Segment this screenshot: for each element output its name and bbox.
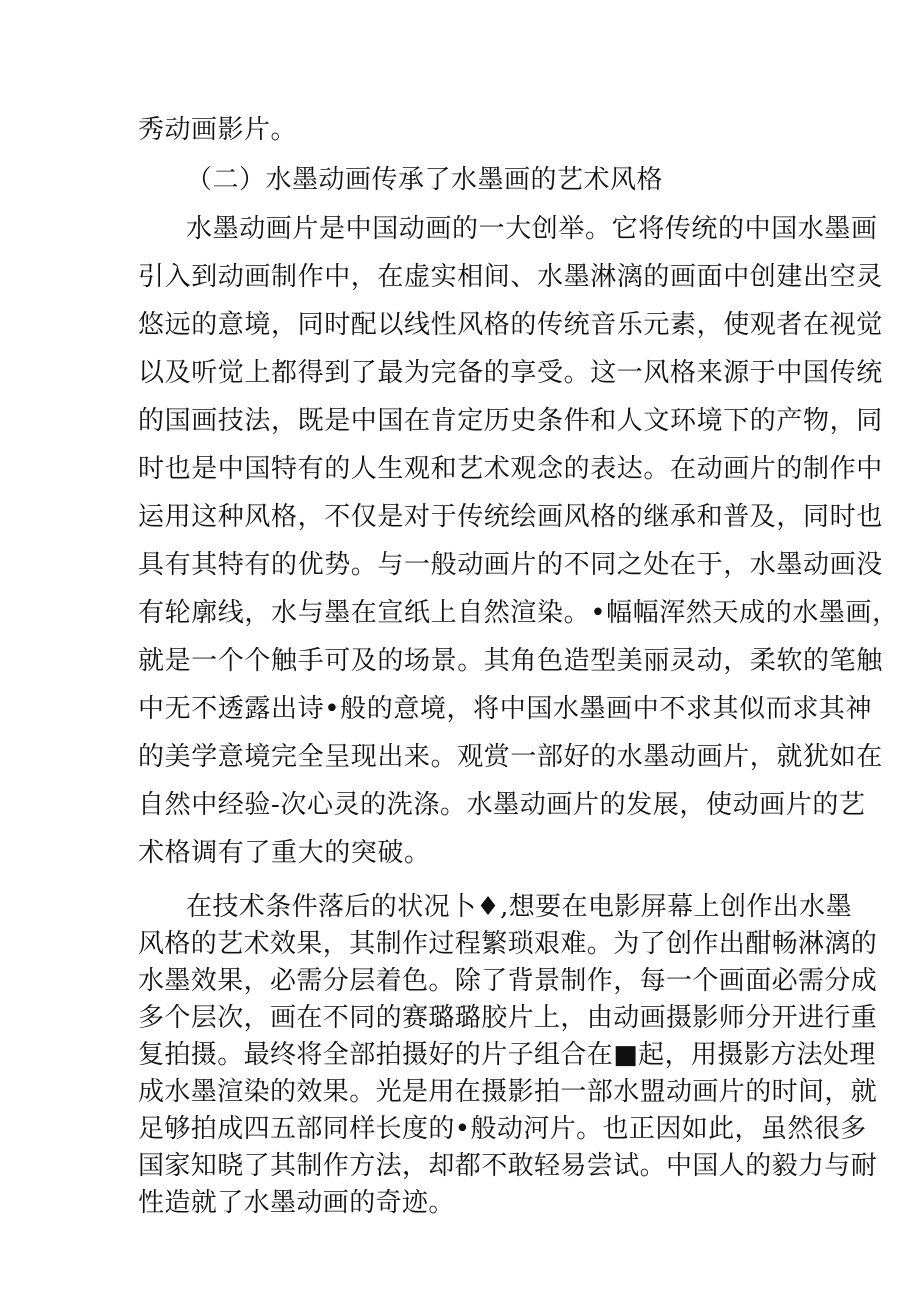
paragraph-line: 成水墨渲染的效果。光是用在摄影拍一部水盟动画片的时间，就 — [138, 1077, 878, 1107]
paragraph-line: 的国画技法，既是中国在肯定历史条件和人文环境下的产物，同 — [138, 406, 883, 436]
paragraph-line: 性造就了水墨动画的奇迹。 — [138, 1188, 455, 1218]
paragraph-line: 具有其特有的优势。与一般动画片的不同之处在于，水墨动画没 — [138, 550, 883, 580]
paragraph-line: 有轮廓线，水与墨在宣纸上自然渲染。•幅幅浑然天成的水墨画， — [138, 598, 899, 628]
paragraph-line: 中无不透露出诗•般的意境，将中国水墨画中不求其似而求其神 — [138, 694, 873, 724]
paragraph-line: 就是一个个触手可及的场景。其角色造型美丽灵动，柔软的笔触 — [138, 646, 883, 676]
paragraph-line: 多个层次，画在不同的赛璐璐胶片上，由动画摄影师分开进行重 — [138, 1003, 878, 1033]
paragraph-line: 的美学意境完全呈现出来。观赏一部好的水墨动画片，就犹如在 — [138, 742, 883, 772]
section-heading: （二）水墨动画传承了水墨画的艺术风格 — [186, 165, 664, 195]
paragraph-line: 引入到动画制作中，在虚实相间、水墨淋漓的画面中创建出空灵 — [138, 262, 883, 292]
paragraph-line: 水墨动画片是中国动画的一大创举。它将传统的中国水墨画 — [186, 214, 878, 244]
paragraph-line: 在技术条件落后的状况卜♦,想要在电影屏幕上创作出水墨 — [186, 892, 852, 922]
paragraph-line: 时也是中国特有的人生观和艺术观念的表达。在动画片的制作中 — [138, 454, 883, 484]
paragraph-line: 足够拍成四五部同样长度的•般动河片。也正因如此，虽然很多 — [138, 1114, 867, 1144]
paragraph-line: 悠远的意境，同时配以线性风格的传统音乐元素，使观者在视觉 — [138, 310, 883, 340]
paragraph-line: 风格的艺术效果，其制作过程繁琐艰难。为了创作出酣畅淋漓的 — [138, 929, 878, 959]
paragraph-line: 水墨效果，必需分层着色。除了背景制作，每一个画面必需分成 — [138, 966, 878, 996]
paragraph-line: 自然中经验-次心灵的洗涤。水墨动画片的发展，使动画片的艺 — [138, 790, 866, 820]
paragraph-line: 以及听觉上都得到了最为完备的享受。这一风格来源于中国传统 — [138, 358, 883, 388]
paragraph-line: 复拍摄。最终将全部拍摄好的片子组合在■起，用摄影方法处理 — [138, 1040, 876, 1070]
paragraph-line: 运用这种风格，不仅是对于传统绘画风格的继承和普及，同时也 — [138, 502, 883, 532]
paragraph-line: 术格调有了重大的突破。 — [138, 838, 431, 868]
continuation-line: 秀动画影片。 — [138, 115, 298, 145]
paragraph-line: 国家知晓了其制作方法，却都不敢轻易尝试。中国人的毅力与耐 — [138, 1151, 878, 1181]
